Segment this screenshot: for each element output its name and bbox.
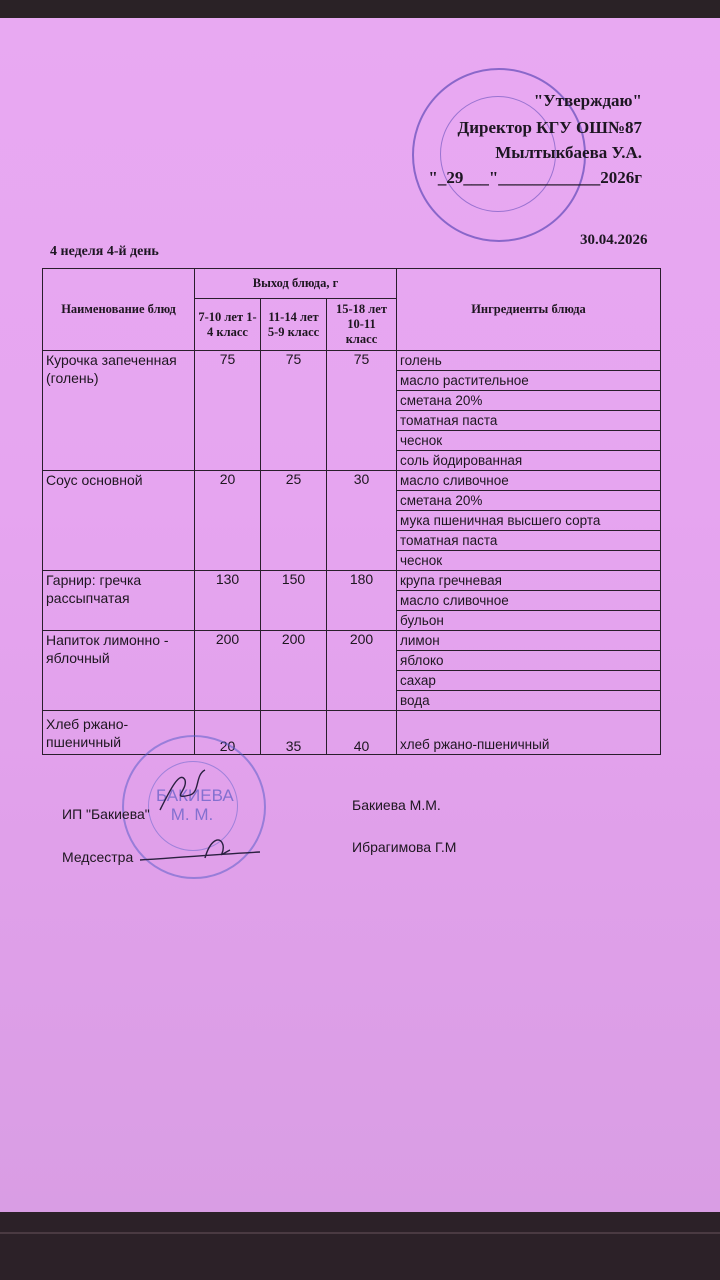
ingredient: томатная паста xyxy=(397,411,661,431)
ingredient: мука пшеничная высшего сорта xyxy=(397,511,661,531)
yield-age3: 30 xyxy=(327,471,397,571)
supplier-stamp-text: БАКИЕВА М. М. xyxy=(156,786,234,824)
ingredient: бульон xyxy=(397,611,661,631)
yield-age1: 20 xyxy=(195,471,261,571)
yield-age1: 130 xyxy=(195,571,261,631)
ingredient: томатная паста xyxy=(397,531,661,551)
nurse-signature-mark xyxy=(135,830,265,870)
dish-name: Курочка запеченная (голень) xyxy=(43,351,195,471)
org-signer-name: Бакиева М.М. xyxy=(352,797,441,813)
ingredient: лимон xyxy=(397,631,661,651)
approval-line-4: "_29___"____________2026г xyxy=(428,168,642,187)
photo-bottom-edge xyxy=(0,1212,720,1280)
ingredient: сметана 20% xyxy=(397,491,661,511)
ingredient: вода xyxy=(397,691,661,711)
dish-name: Соус основной xyxy=(43,471,195,571)
yield-age1: 200 xyxy=(195,631,261,711)
ingredient: соль йодированная xyxy=(397,451,661,471)
ingredient: сметана 20% xyxy=(397,391,661,411)
yield-age3: 200 xyxy=(327,631,397,711)
document-date: 30.04.2026 xyxy=(580,232,648,248)
ingredient: масло сливочное xyxy=(397,471,661,491)
header-age-11-14: 11-14 лет 5-9 класс xyxy=(261,299,327,351)
nurse-label: Медсестра xyxy=(62,849,134,865)
ingredient: хлеб ржано-пшеничный xyxy=(397,711,661,755)
approval-line-2: Директор КГУ ОШ№87 xyxy=(457,118,642,137)
ingredient: чеснок xyxy=(397,431,661,451)
header-age-15-18: 15-18 лет 10-11 класс xyxy=(327,299,397,351)
week-day-label: 4 неделя 4-й день xyxy=(50,244,159,259)
header-yield: Выход блюда, г xyxy=(195,269,397,299)
nurse-signer-name: Ибрагимова Г.М xyxy=(352,839,457,855)
yield-age2: 25 xyxy=(261,471,327,571)
ingredient: сахар xyxy=(397,671,661,691)
yield-age1: 20 xyxy=(195,711,261,755)
header-age-7-10: 7-10 лет 1-4 класс xyxy=(195,299,261,351)
yield-age3: 75 xyxy=(327,351,397,471)
yield-age2: 35 xyxy=(261,711,327,755)
yield-age2: 200 xyxy=(261,631,327,711)
ingredient: масло растительное xyxy=(397,371,661,391)
ingredient: яблоко xyxy=(397,651,661,671)
ingredient: масло сливочное xyxy=(397,591,661,611)
yield-age2: 75 xyxy=(261,351,327,471)
yield-age3: 40 xyxy=(327,711,397,755)
header-ingredients: Ингредиенты блюда xyxy=(397,269,661,351)
ingredient: чеснок xyxy=(397,551,661,571)
dish-name: Напиток лимонно - яблочный xyxy=(43,631,195,711)
yield-age2: 150 xyxy=(261,571,327,631)
yield-age3: 180 xyxy=(327,571,397,631)
org-signature-mark xyxy=(150,760,210,820)
dish-name: Хлеб ржано-пшеничный xyxy=(43,711,195,755)
org-label: ИП "Бакиева" xyxy=(62,806,150,822)
yield-age1: 75 xyxy=(195,351,261,471)
menu-table xyxy=(42,268,661,755)
approval-line-3: Мылтыкбаева У.А. xyxy=(495,143,642,162)
ingredient: голень xyxy=(397,351,661,371)
header-dish-name: Наименование блюд xyxy=(43,269,195,351)
dish-name: Гарнир: гречка рассыпчатая xyxy=(43,571,195,631)
approval-line-1: "Утверждаю" xyxy=(533,91,642,110)
ingredient: крупа гречневая xyxy=(397,571,661,591)
